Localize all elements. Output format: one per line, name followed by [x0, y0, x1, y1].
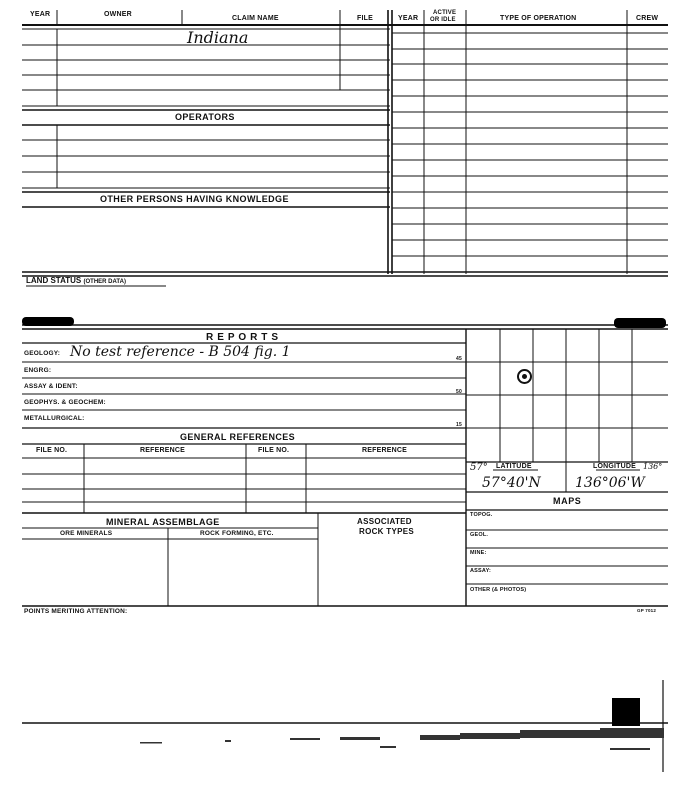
- gr-header-file-no-1: FILE NO.: [36, 447, 68, 454]
- land-status-label: LAND STATUS: [26, 276, 82, 285]
- latitude-prefix: 57°: [470, 462, 488, 473]
- header-file: FILE: [357, 15, 373, 22]
- maps-other: OTHER (& PHOTOS): [470, 587, 527, 593]
- report-geology-label: GEOLOGY:: [24, 350, 61, 357]
- rock-forming-header: ROCK FORMING, ETC.: [200, 530, 274, 537]
- registration-square: [612, 698, 640, 726]
- report-assay-label: ASSAY & IDENT:: [24, 383, 78, 390]
- maps-topog: TOPOG.: [470, 512, 493, 518]
- gr-header-reference-2: REFERENCE: [362, 447, 407, 454]
- report-geophys-label: GEOPHYS. & GEOCHEM:: [24, 399, 106, 406]
- land-status: [26, 276, 126, 285]
- claim-name-value: Indiana: [187, 28, 249, 47]
- ink-mark-right: [614, 318, 666, 328]
- header-year: YEAR: [30, 11, 51, 18]
- header-idle: OR IDLE: [430, 17, 456, 23]
- form-number: GP 7012: [637, 608, 657, 613]
- points-meriting-attention: POINTS MERITING ATTENTION:: [24, 608, 128, 615]
- other-persons-label: OTHER PERSONS HAVING KNOWLEDGE: [100, 194, 289, 204]
- reports-title: R E P O R T S: [206, 332, 279, 343]
- latitude-label: LATITUDE: [496, 463, 532, 470]
- header-crew: CREW: [636, 15, 659, 22]
- maps-assay: ASSAY:: [470, 568, 492, 574]
- location-marker-icon: [517, 369, 532, 384]
- report-geology-value: No test reference - B 504 fig. 1: [70, 344, 291, 360]
- header-op-year: YEAR: [398, 15, 419, 22]
- header-type-of-operation: TYPE OF OPERATION: [500, 15, 577, 22]
- operators-label: OPERATORS: [175, 112, 235, 122]
- longitude-value: 136°06'W: [575, 475, 645, 491]
- report-metallurgical-label: METALLURGICAL:: [24, 415, 85, 422]
- header-owner: OWNER: [104, 11, 132, 18]
- associated-rock-types-line1: ASSOCIATED: [357, 517, 412, 526]
- gr-header-file-no-2: FILE NO.: [258, 447, 290, 454]
- maps-mine: MINE:: [470, 550, 487, 556]
- ore-minerals-header: ORE MINERALS: [60, 530, 113, 537]
- header-active: ACTIVE: [433, 10, 457, 16]
- longitude-label: LONGITUDE: [593, 463, 637, 470]
- latitude-value: 57°40'N: [482, 475, 541, 491]
- ink-mark-left: [22, 317, 74, 326]
- header-claim-name: CLAIM NAME: [232, 15, 279, 22]
- land-status-sub: (OTHER DATA): [83, 279, 126, 285]
- associated-rock-types-line2: ROCK TYPES: [359, 527, 415, 536]
- longitude-suffix: 136°: [643, 462, 663, 471]
- report-metallurgical-code: 15: [456, 422, 462, 428]
- general-references-title: GENERAL REFERENCES: [180, 432, 296, 442]
- gr-header-reference-1: REFERENCE: [140, 447, 185, 454]
- report-assay-code: 50: [456, 389, 462, 395]
- report-engrg-label: ENGRG:: [24, 367, 52, 374]
- maps-geol: GEOL.: [470, 532, 489, 538]
- report-geology-code: 45: [456, 356, 462, 362]
- maps-title: MAPS: [553, 496, 582, 506]
- mineral-assemblage-title: MINERAL ASSEMBLAGE: [106, 517, 220, 527]
